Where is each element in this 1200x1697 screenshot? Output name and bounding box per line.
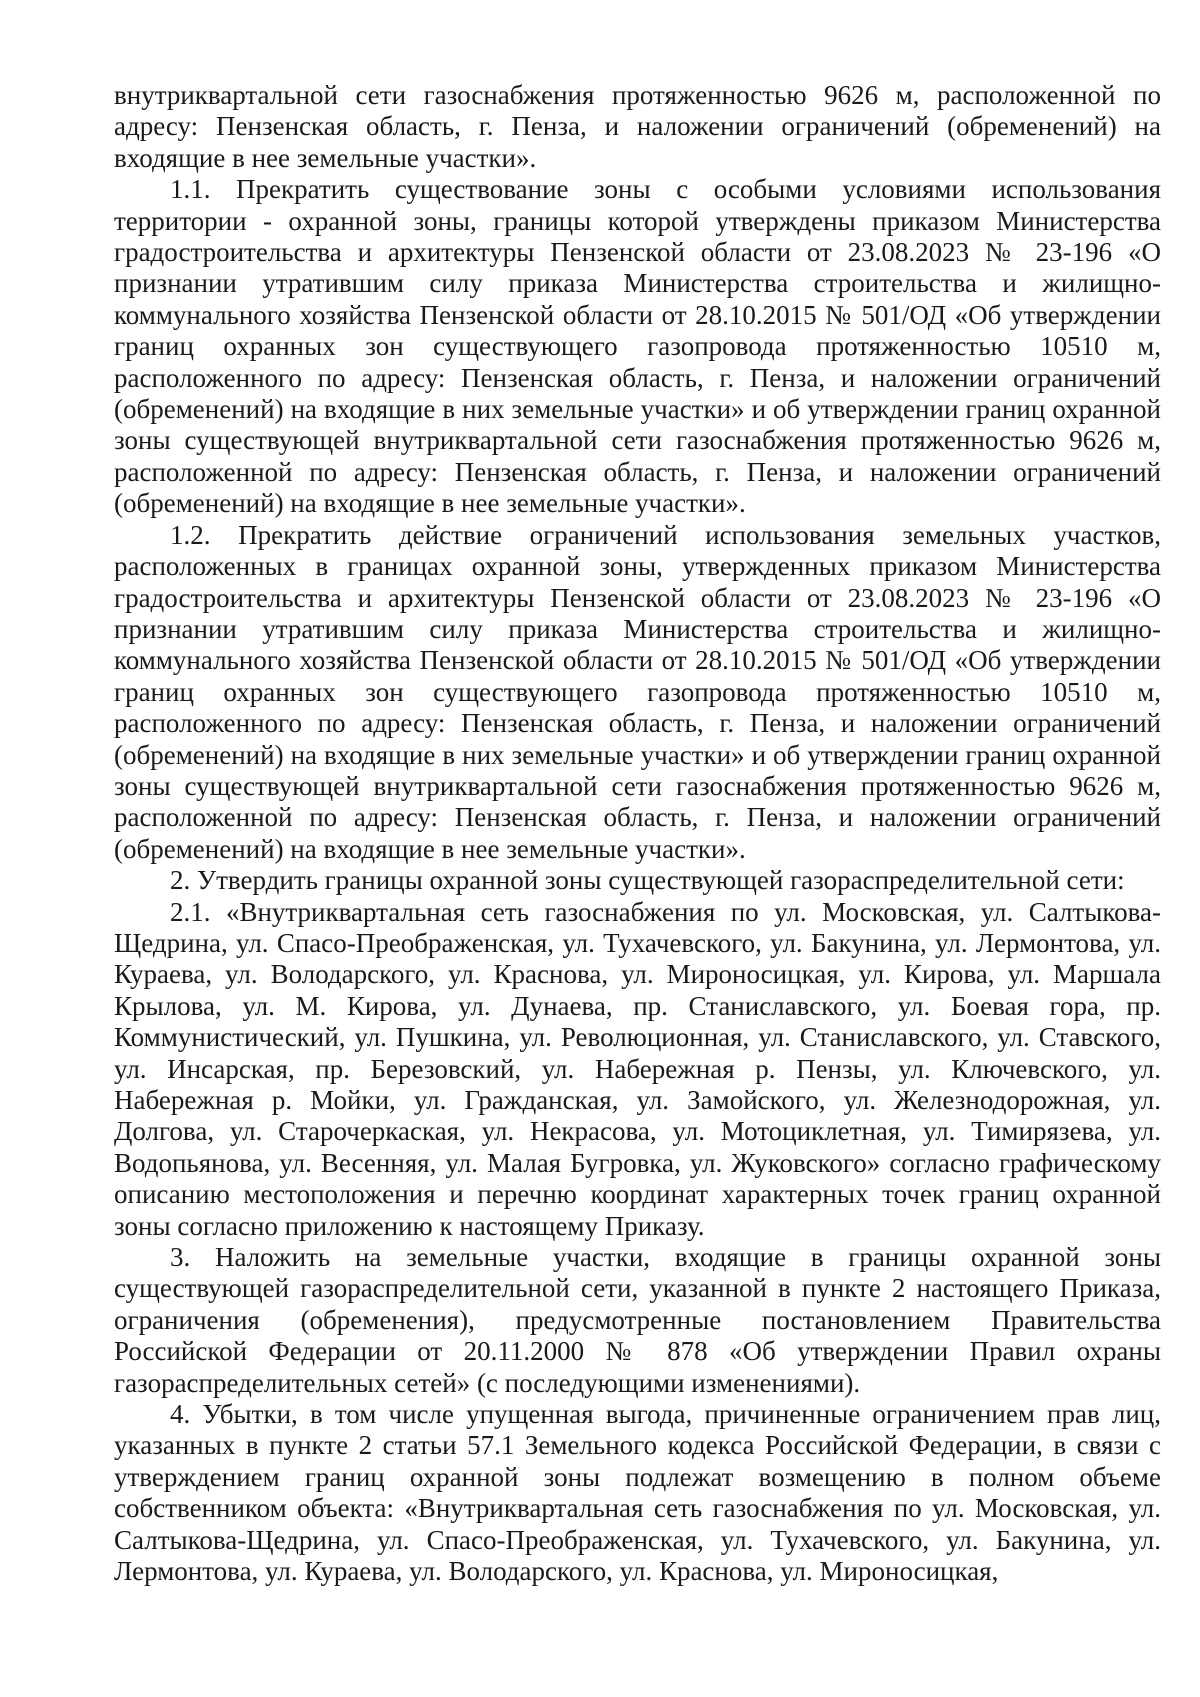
document-page [114,80,1161,1588]
paragraph-1-1: 1.1. Прекратить существование зоны с особыми условиями использования территории - охранной зоны, границы которой утверждены приказом Министерства градостроительства и архитектуры Пензенской области от 23.08.2023 № 23-196 «О признании утратившим силу приказа Министерства строительства и жилищно-коммунального хозяйства Пензенской области от 28.10.2015 № 501/ОД «Об утверждении границ охранных зон существующего газопровода протяженностью 10510 м, расположенного по адресу: Пензенская область, г. Пенза, и наложении ограничений (обременений) на входящие в них земельные участки» и об утверждении границ охранной зоны существующей внутриквартальной сети газоснабжения протяженностью 9626 м, расположенной по адресу: Пензенская область, г. Пенза, и наложении ограничений (обременений) на входящие в нее земельные участки». [114,174,1161,519]
paragraph-1-2: 1.2. Прекратить действие ограничений использования земельных участков, расположенных в границах охранной зоны, утвержденных приказом Министерства градостроительства и архитектуры Пензенской области от 23.08.2023 № 23-196 «О признании утратившим силу приказа Министерства строительства и жилищно-коммунального хозяйства Пензенской области от 28.10.2015 № 501/ОД «Об утверждении границ охранных зон существующего газопровода протяженностью 10510 м, расположенного по адресу: Пензенская область, г. Пенза, и наложении ограничений (обременений) на входящие в них земельные участки» и об утверждении границ охранной зоны существующей внутриквартальной сети газоснабжения протяженностью 9626 м, расположенной по адресу: Пензенская область, г. Пенза, и наложении ограничений (обременений) на входящие в нее земельные участки». [114,519,1161,864]
paragraph-2: 2. Утвердить границы охранной зоны существующей газораспределительной сети: [170,865,1125,896]
paragraph-4: 4. Убытки, в том числе упущенная выгода, причиненные ограничением прав лиц, указанных в пункте 2 статьи 57.1 Земельного кодекса Российской Федерации, в связи с утверждением границ охранной зоны подлежат возмещению в полном объеме собственником объекта: «Внутриквартальная сеть газоснабжения по ул. Московская, ул. Салтыкова-Щедрина, ул. Спасо-Преображенская, ул. Тухачевского, ул. Бакунина, ул. Лермонтова, ул. Кураева, ул. Володарского, ул. Краснова, ул. Мироносицкая, [114,1399,1161,1587]
paragraph-continuation: внутриквартальной сети газоснабжения протяженностью 9626 м, расположенной по адресу: Пензенская область, г. Пенза, и наложении ограничений (обременений) на входящие в нее земельные участки». [114,80,1161,173]
paragraph-2-1: 2.1. «Внутриквартальная сеть газоснабжения по ул. Московская, ул. Салтыкова-Щедрина, ул. Спасо-Преображенская, ул. Тухачевского, ул. Бакунина, ул. Лермонтова, ул. Кураева, ул. Володарского, ул. Краснова, ул. Мироносицкая, ул. Кирова, ул. Маршала Крылова, ул. М. Кирова, ул. Дунаева, пр. Станиславского, ул. Боевая гора, пр. Коммунистический, ул. Пушкина, ул. Революционная, ул. Станиславского, ул. Ставского, ул. Инсарская, пр. Березовский, ул. Набережная р. Пензы, ул. Ключевского, ул. Набережная р. Мойки, ул. Гражданская, ул. Замойского, ул. Железнодорожная, ул. Долгова, ул. Старочеркаская, ул. Некрасова, ул. Мотоциклетная, ул. Тимирязева, ул. Водопьянова, ул. Весенняя, ул. Малая Бугровка, ул. Жуковского» согласно графическому описанию местоположения и перечню координат характерных точек границ охранной зоны согласно приложению к настоящему Приказу. [114,896,1161,1241]
paragraph-3: 3. Наложить на земельные участки, входящие в границы охранной зоны существующей газораспределительной сети, указанной в пункте 2 настоящего Приказа, ограничения (обременения), предусмотренные постановлением Правительства Российской Федерации от 20.11.2000 № 878 «Об утверждении Правил охраны газораспределительных сетей» (с последующими изменениями). [114,1242,1161,1398]
